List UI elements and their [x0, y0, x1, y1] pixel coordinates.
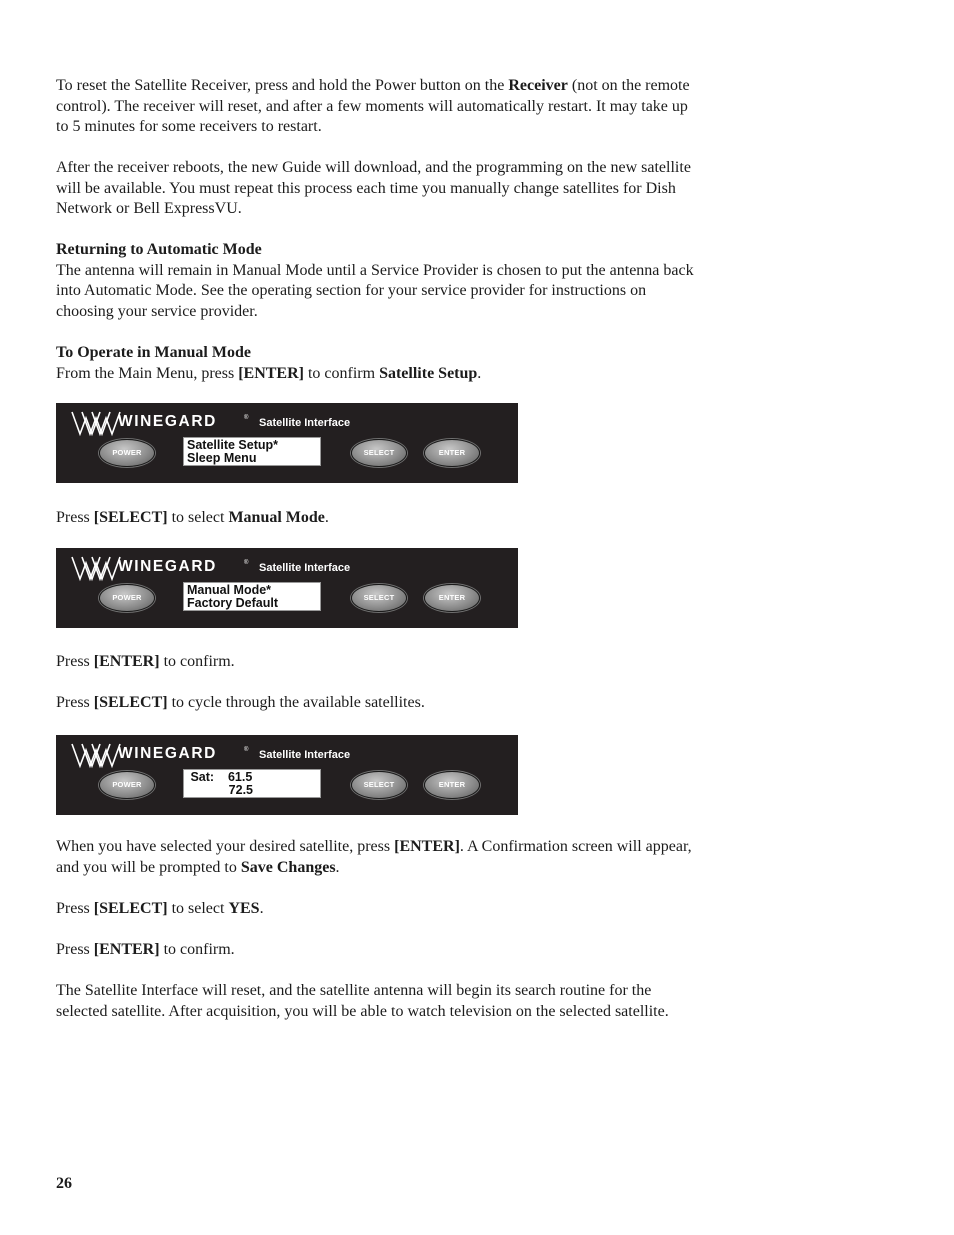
- brand-name: WINEGARD: [118, 558, 217, 575]
- satellite-interface-panel-3: [56, 735, 518, 815]
- step-final-confirm: [56, 940, 696, 961]
- text-span: Press: [56, 900, 94, 917]
- bold-key: [ENTER]: [394, 838, 460, 855]
- bold-key: [SELECT]: [93, 509, 168, 526]
- bold-key: [SELECT]: [93, 694, 168, 711]
- bold-term: Satellite Setup: [379, 364, 478, 382]
- page-number: 26: [56, 1175, 72, 1192]
- auto-mode-heading: Returning to Automatic Mode: [56, 241, 262, 258]
- satellite-interface-panel-2: [56, 548, 518, 628]
- lcd-display: [183, 582, 321, 611]
- lcd-line-1: Satellite Setup*: [187, 438, 278, 452]
- step-confirm: [56, 652, 696, 673]
- bold-term: Save Changes: [240, 858, 336, 876]
- registered-mark: ®: [244, 415, 249, 421]
- interface-label: Satellite Interface: [259, 562, 351, 574]
- bold-term: YES: [228, 900, 260, 917]
- brand-name: WINEGARD: [118, 745, 217, 762]
- winegard-logo-icon: [70, 741, 122, 769]
- step-select-manual-mode: [56, 508, 696, 529]
- manual-mode-heading: To Operate in Manual Mode: [56, 344, 251, 361]
- lcd-display: [183, 769, 321, 798]
- power-button[interactable]: POWER: [99, 771, 155, 799]
- power-button[interactable]: POWER: [99, 439, 155, 467]
- text-span: Press: [56, 694, 94, 711]
- text-span: From the Main Menu, press: [56, 364, 239, 382]
- bold-key: [ENTER]: [93, 941, 160, 958]
- bold-term: Manual Mode: [228, 509, 325, 526]
- auto-mode-section: [56, 240, 696, 322]
- lcd-line-2: Factory Default: [187, 595, 278, 610]
- text-span: .: [477, 364, 482, 382]
- text-span: .: [335, 858, 340, 876]
- interface-label: Satellite Interface: [259, 417, 351, 429]
- enter-button[interactable]: ENTER: [424, 771, 480, 799]
- bold-receiver: Receiver: [508, 77, 568, 94]
- text-span: .: [324, 509, 329, 526]
- select-button[interactable]: SELECT: [351, 584, 407, 612]
- lcd-line-1: Manual Mode*: [187, 583, 272, 597]
- brand-name: WINEGARD: [118, 413, 217, 430]
- text-span: . A Confirmation screen will appear, and you will be prompted to: [56, 838, 692, 876]
- text-span: to cycle through the available satellites.: [167, 694, 425, 711]
- text-span: .: [259, 900, 264, 917]
- step-save-changes: [56, 837, 696, 878]
- text-span: Press: [56, 509, 94, 526]
- satellite-interface-panel-1: [56, 403, 518, 483]
- text-span: To reset the Satellite Receiver, press and hold the Power button on the: [56, 77, 509, 94]
- reset-paragraph: [56, 76, 696, 138]
- bold-key: [ENTER]: [238, 364, 304, 382]
- registered-mark: ®: [244, 747, 249, 753]
- text-span: to select: [167, 900, 229, 917]
- step-cycle-satellites: [56, 693, 696, 714]
- lcd-line-2: 72.5: [187, 782, 254, 797]
- closing-paragraph: The Satellite Interface will reset, and the satellite antenna will begin its search routine for the selected satellite. After acquisition, you will be able to watch television on the selected satellite.: [56, 982, 669, 1020]
- interface-label: Satellite Interface: [259, 749, 351, 761]
- text-span: When you have selected your desired satellite, press: [56, 838, 395, 855]
- text-span: to select: [167, 509, 229, 526]
- auto-mode-body: The antenna will remain in Manual Mode until a Service Provider is chosen to put the antenna back into Automatic Mode. See the operating section for your service provider for instructions on choosing your service provider.: [56, 261, 694, 320]
- step-select-yes: [56, 899, 696, 920]
- power-button[interactable]: POWER: [99, 584, 155, 612]
- text-span: Press: [56, 653, 94, 670]
- bold-key: [ENTER]: [93, 653, 160, 670]
- registered-mark: ®: [244, 560, 249, 566]
- winegard-logo-icon: [70, 554, 122, 582]
- lcd-line-1: Sat: 61.5: [187, 770, 253, 784]
- text-span: to confirm.: [159, 941, 235, 958]
- lcd-display: [183, 437, 321, 466]
- select-button[interactable]: SELECT: [351, 439, 407, 467]
- lcd-line-2: Sleep Menu: [187, 450, 257, 465]
- reboot-paragraph: After the receiver reboots, the new Guide will download, and the programming on the new satellite will be available. You must repeat this process each time you manually change satellites for Dish Network or Bell ExpressVU.: [56, 159, 691, 218]
- text-span: to confirm: [303, 364, 380, 382]
- text-span: to confirm.: [159, 653, 235, 670]
- manual-mode-section: [56, 343, 696, 384]
- select-button[interactable]: SELECT: [351, 771, 407, 799]
- enter-button[interactable]: ENTER: [424, 584, 480, 612]
- bold-key: [SELECT]: [93, 900, 168, 917]
- winegard-logo-icon: [70, 409, 122, 437]
- enter-button[interactable]: ENTER: [424, 439, 480, 467]
- text-span: (not on the remote control). The receiver will reset, and after a few moments will automatically restart. It may take up to 5 minutes for some receivers to restart.: [56, 77, 690, 136]
- text-span: Press: [56, 941, 94, 958]
